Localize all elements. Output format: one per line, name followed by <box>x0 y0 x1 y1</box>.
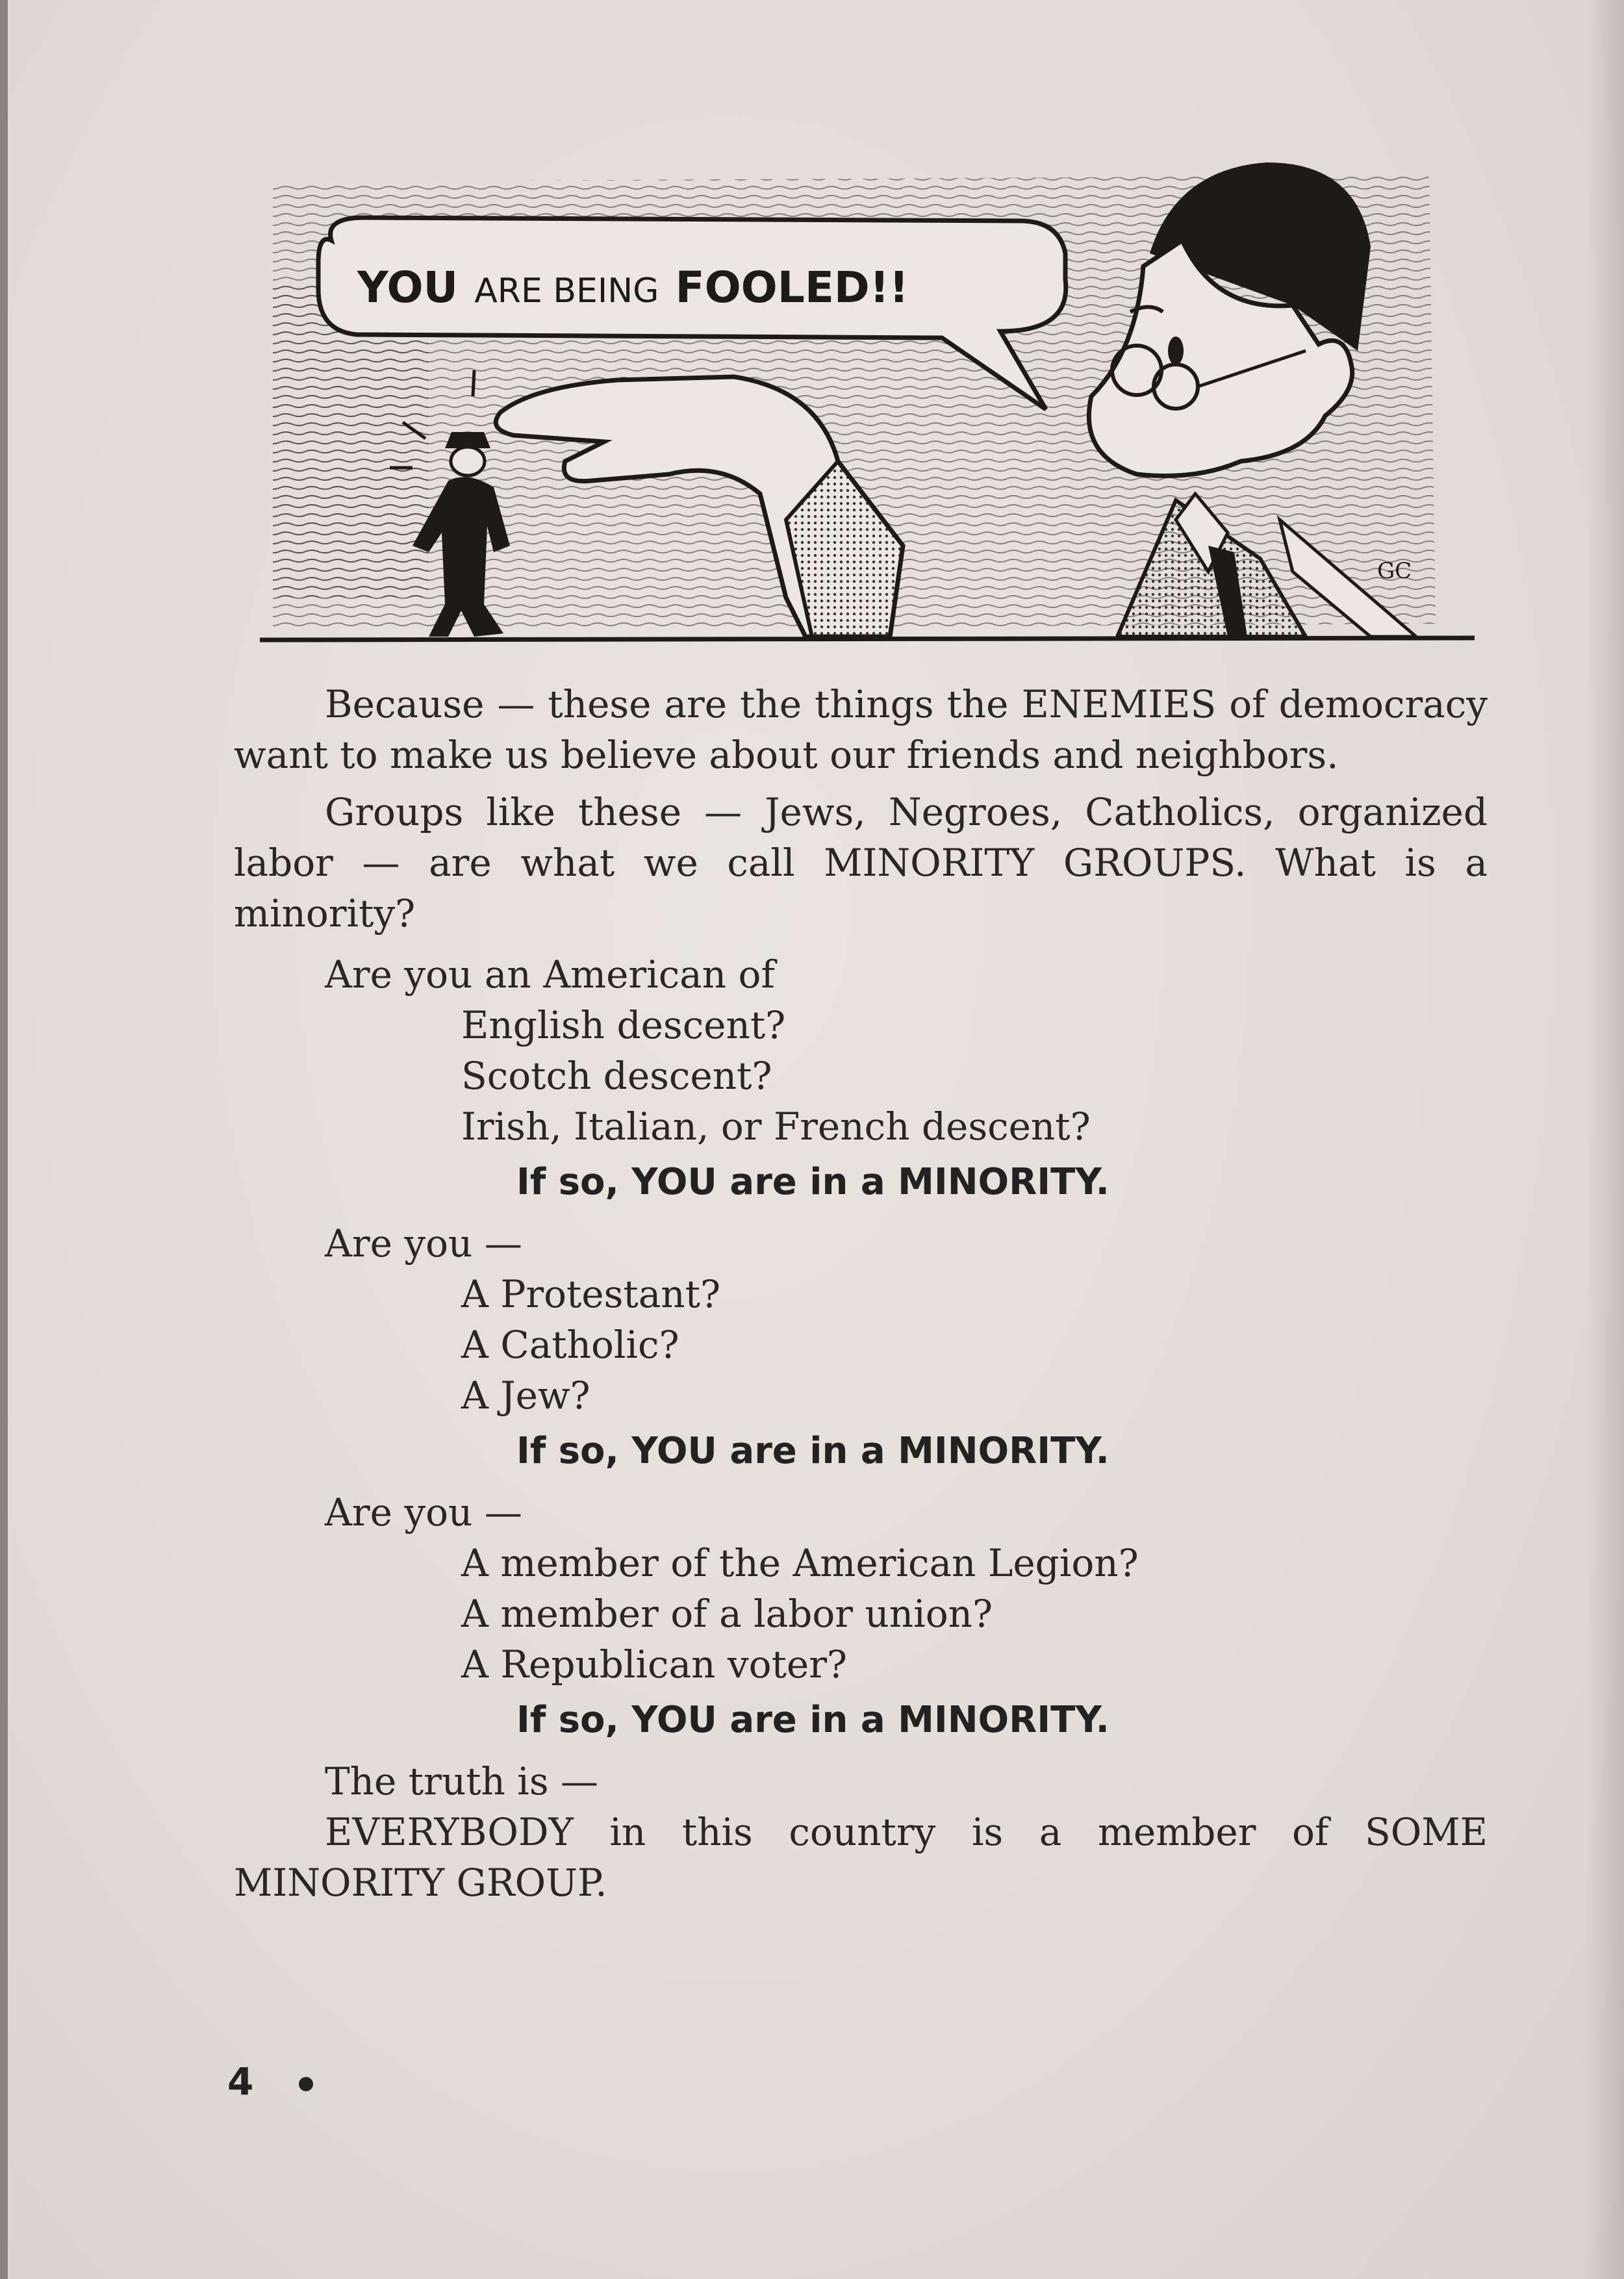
question-group-2 <box>234 1218 1488 1477</box>
page-shadow <box>1585 0 1624 2279</box>
question-item: A member of the American Legion? <box>461 1541 1139 1585</box>
page-edge <box>0 0 8 2279</box>
question-group-3 <box>234 1487 1488 1746</box>
closing-text: EVERYBODY in this country is a member of SOME MINORITY GROUP. <box>234 1810 1488 1905</box>
bubble-text-you: YOU <box>357 262 459 312</box>
answer-line: If so, YOU are in a MINORITY. <box>516 1161 1110 1203</box>
question-item: A Republican voter? <box>461 1642 848 1687</box>
closing-lead: The truth is — <box>325 1759 599 1803</box>
page-number: 4 <box>227 2059 254 2104</box>
bubble-text-middle: ARE BEING <box>474 272 659 311</box>
paragraph-1: Because — these are the things the ENEMIES of democracy want to make us believe about our friends and neighbors. <box>234 682 1488 777</box>
question-item: A Catholic? <box>461 1323 679 1367</box>
body-text <box>234 679 1488 1908</box>
page-footer <box>227 2059 313 2104</box>
bullet-dot-icon <box>299 2077 313 2091</box>
question-item: Irish, Italian, or French descent? <box>461 1104 1091 1149</box>
question-lead: Are you — <box>325 1490 522 1534</box>
question-item: English descent? <box>461 1003 786 1047</box>
question-item: A Jew? <box>461 1373 590 1418</box>
cartoon-illustration <box>253 156 1481 650</box>
question-lead: Are you — <box>325 1221 522 1266</box>
question-item: A Protestant? <box>461 1272 721 1316</box>
question-lead: Are you an American of <box>325 952 775 997</box>
question-item: Scotch descent? <box>461 1054 772 1098</box>
question-item: A member of a labor union? <box>461 1592 993 1636</box>
paragraph-2: Groups like these — Jews, Negroes, Catholics, organized labor — are what we call MINORITY GROUPS. What is a minority? <box>234 790 1488 936</box>
answer-line: If so, YOU are in a MINORITY. <box>516 1430 1110 1472</box>
question-group-1 <box>234 949 1488 1208</box>
artist-signature: GC <box>1377 558 1412 584</box>
bubble-text-fooled: FOOLED!! <box>675 262 909 312</box>
answer-line: If so, YOU are in a MINORITY. <box>516 1699 1110 1741</box>
